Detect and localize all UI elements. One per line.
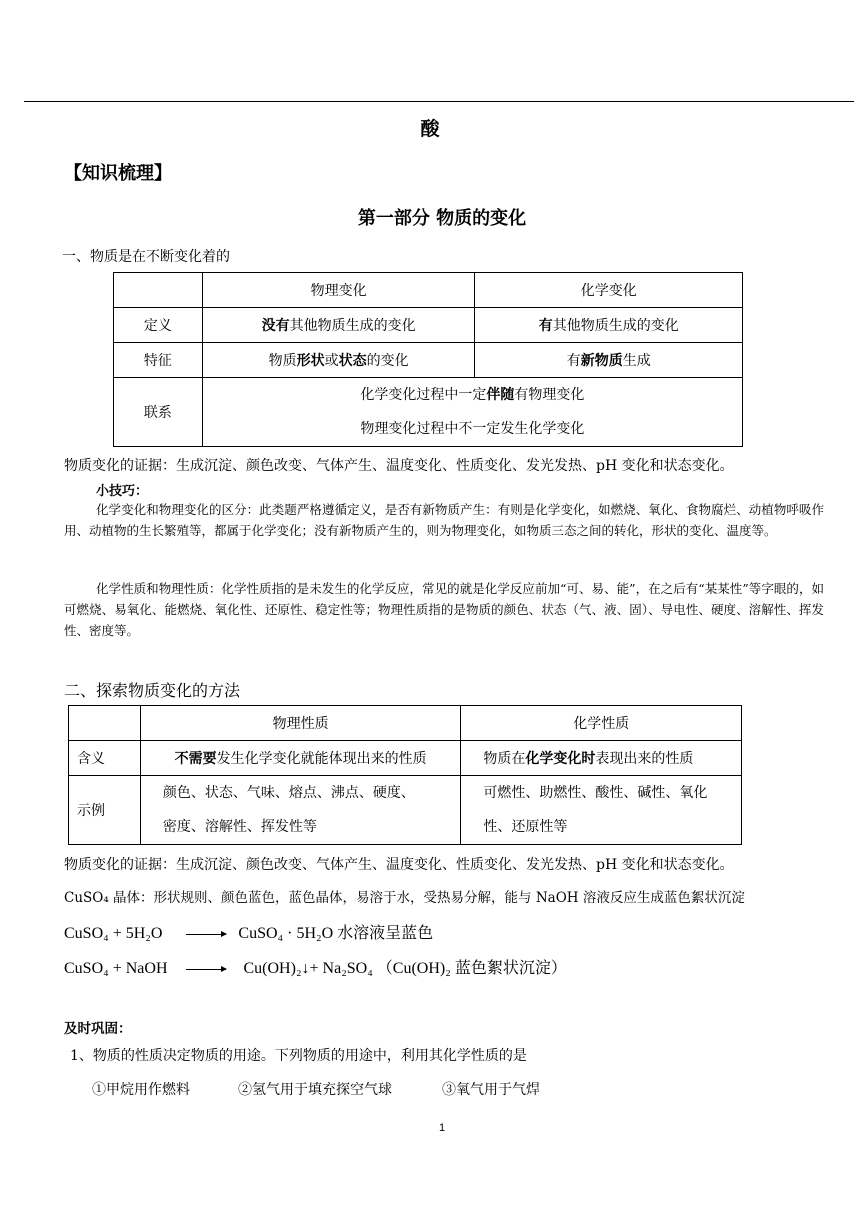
question-1-option: ①甲烷用作燃料 [92,1082,190,1098]
section-heading: 【知识梳理】 [64,163,172,184]
arrow-icon [186,969,226,970]
table-cell: 颜色、状态、气味、熔点、沸点、硬度、 密度、溶解性、挥发性等 [140,776,461,845]
document-title: 酸 [420,118,440,140]
table-row [114,378,743,447]
table-row [69,776,742,845]
table-cell: 物质形状或状态的变化 [202,343,475,378]
row-label: 示例 [69,776,141,845]
table-row [69,706,742,741]
table-cell: 化学变化过程中一定伴随有物理变化 物理变化过程中不一定发生化学变化 [202,378,742,447]
table-header: 化学变化 [475,273,743,308]
evidence-text: 物质变化的证据：生成沉淀、颜色改变、气体产生、温度变化、性质变化、发光发热、pH 变化和状态变化。 [64,458,734,474]
table-row [114,343,743,378]
tip-paragraph: 化学性质和物理性质：化学性质指的是未发生的化学反应，常见的就是化学反应前加“可、易、能”，在之后有“某某性”等字眼的，如可燃烧、易氧化、能燃烧、氧化性、还原性、稳定性等；物理性质指的是物质的颜色、状态（气、液、固）、导电性、硬度、溶解性、挥发性、密度等。 [64,581,824,638]
tip-paragraph: 化学变化和物理变化的区分：此类题严格遵循定义，是否有新物质产生：有则是化学变化，如燃烧、氧化、食物腐烂、动植物呼吸作用、动植物的生长繁殖等，都属于化学变化；没有新物质产生的，则为物理变化，如物质三态之间的转化，形状的变化、温度等。 [64,502,824,538]
table-cell: 有新物质生成 [475,343,743,378]
changes-table [113,272,743,447]
table-row [69,741,742,776]
table-cell: 物质在化学变化时表现出来的性质 [461,741,742,776]
table-header: 物理性质 [140,706,461,741]
table-cell: 可燃性、助燃性、酸性、碱性、氧化 性、还原性等 [461,776,742,845]
table-header: 化学性质 [461,706,742,741]
equation-2: CuSO₄ + NaOH Cu(OH)₂↓+ Na₂SO₄ （Cu(OH)₂ 蓝色絮状沉淀） [64,960,567,977]
tip-title: 小技巧： [96,484,149,499]
page-number: 1 [438,1122,446,1134]
heading-1: 一、物质是在不断变化着的 [62,249,230,265]
row-label: 联系 [114,378,203,447]
arrow-icon [186,934,226,935]
row-label: 特征 [114,343,203,378]
practice-title: 及时巩固： [64,1021,132,1037]
header-rule [24,101,854,102]
table-cell: 有其他物质生成的变化 [475,308,743,343]
equation-1: CuSO₄ + 5H₂O CuSO₄ · 5H₂O 水溶液呈蓝色 [64,925,434,942]
heading-2: 二、探索物质变化的方法 [64,681,241,700]
question-1-option: ③氧气用于气焊 [442,1082,540,1098]
question-1-option: ②氢气用于填充探空气球 [238,1082,392,1098]
part-title: 第一部分 物质的变化 [357,208,527,229]
table-header: 物理变化 [202,273,475,308]
cuso4-description: CuSO₄ 晶体：形状规则、颜色蓝色，蓝色晶体，易溶于水，受热易分解，能与 NaOH 溶液反应生成蓝色絮状沉淀 [64,890,745,906]
table-row [114,273,743,308]
table-cell [69,706,141,741]
row-label: 定义 [114,308,203,343]
table-row [114,308,743,343]
table-cell: 不需要发生化学变化就能体现出来的性质 [140,741,461,776]
table-cell: 没有其他物质生成的变化 [202,308,475,343]
evidence-text: 物质变化的证据：生成沉淀、颜色改变、气体产生、温度变化、性质变化、发光发热、pH 变化和状态变化。 [64,857,734,873]
row-label: 含义 [69,741,141,776]
properties-table [68,705,742,845]
table-cell [114,273,203,308]
question-1: 1、物质的性质决定物质的用途。下列物质的用途中，利用其化学性质的是 [70,1048,527,1064]
